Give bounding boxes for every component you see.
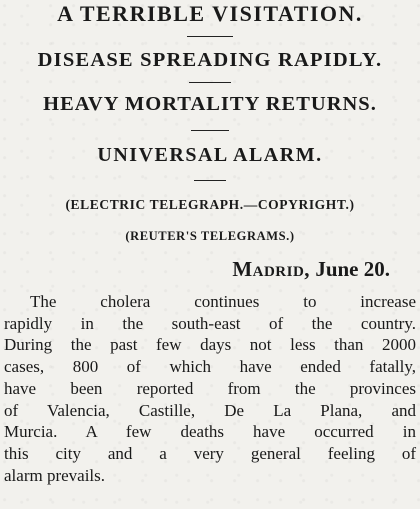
article-line: this city and a very general feeling of [4,443,416,463]
headline-divider [187,36,233,37]
headline-1: A TERRIBLE VISITATION. [57,1,363,26]
dateline [232,257,390,282]
article-line: Murcia. A few deaths have occurred in [4,422,416,442]
article-line: of Valencia, Castille, De La Plana, and [4,400,416,420]
headline-divider [191,130,229,131]
headline-divider [194,180,226,181]
credit-line: (ELECTRIC TELEGRAPH.—COPYRIGHT.) [65,197,355,212]
article-line: alarm prevails. [4,465,106,485]
article-line: During the past few days not less than 2000 [4,335,416,355]
dateline-date: June 20. [315,257,390,281]
headline-3: HEAVY MORTALITY RETURNS. [43,93,377,115]
article-line: The cholera continues to increase [30,292,416,311]
dateline-place: Madrid, [232,257,311,281]
article-line: cases, 800 of which have ended fatally, [4,357,416,377]
source-line: (REUTER'S TELEGRAMS.) [125,229,295,243]
article-line: have been reported from the provinces [4,378,416,398]
article-line: rapidly in the south-east of the country. [4,313,416,333]
headline-2: DISEASE SPREADING RAPIDLY. [37,49,383,71]
headline-4: UNIVERSAL ALARM. [97,144,323,166]
headline-divider [189,82,231,83]
article-body [4,291,416,486]
